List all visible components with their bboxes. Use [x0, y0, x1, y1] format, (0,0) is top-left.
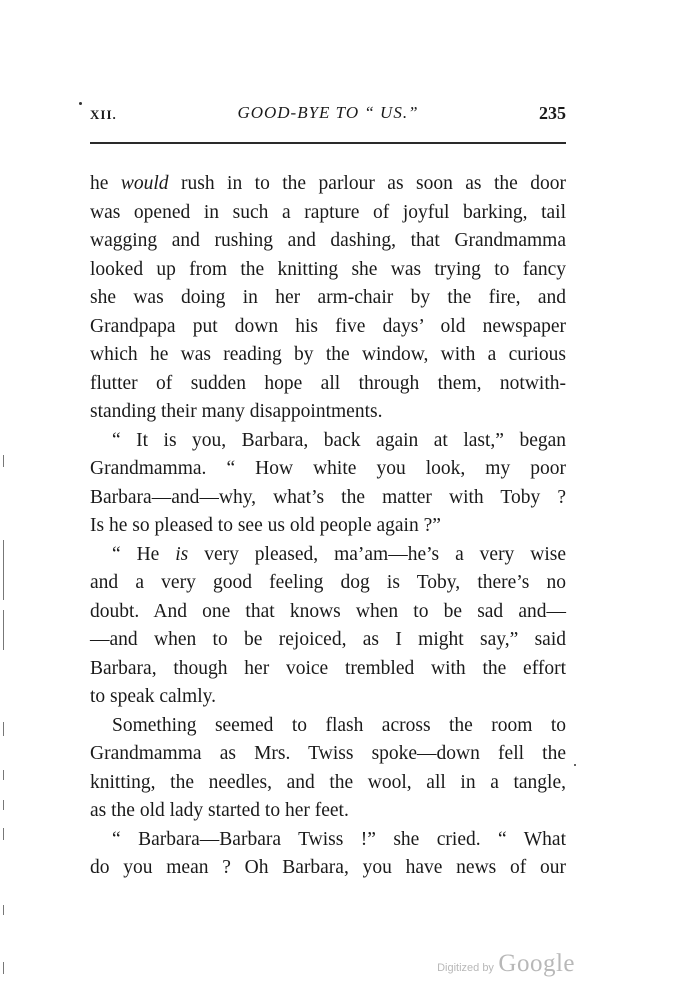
watermark-prefix: Digitized by [437, 962, 494, 974]
text-line: was opened in such a rapture of joyful barking, tail [90, 201, 566, 223]
text-line: doubt. And one that knows when to be sad and— [90, 600, 566, 622]
text-line: Is he so pleased to see us old people again ?” [90, 515, 441, 536]
scan-mark [3, 800, 4, 810]
text-line: flutter of sudden hope all through them, notwith- [90, 372, 566, 394]
page-number: 235 [539, 103, 566, 123]
text-line: Something seemed to flash across the room to [112, 714, 566, 736]
text-line: “ He is very pleased, ma’am—he’s a very wise [112, 543, 566, 565]
scan-mark [3, 828, 4, 840]
scan-speck [574, 764, 576, 766]
emphasis: would [120, 173, 169, 194]
scan-mark [3, 962, 4, 974]
text-line: and a very good feeling dog is Toby, there’s no [90, 572, 566, 593]
text-line: Grandmamma. “ How white you look, my poor [90, 458, 566, 479]
text-line: Grandmamma as Mrs. Twiss spoke—down fell the [90, 743, 566, 764]
text-line: do you mean ? Oh Barbara, you have news of our [90, 857, 566, 878]
scan-mark [3, 770, 4, 780]
scan-mark [3, 540, 4, 600]
body-text [90, 170, 566, 883]
scan-mark [3, 610, 4, 650]
scan-mark [3, 455, 4, 467]
text-line: she was doing in her arm-chair by the fire, and [90, 287, 566, 308]
text-line: Barbara, though her voice trembled with the effort [90, 657, 566, 679]
text-line: as the old lady started to her feet. [90, 800, 349, 821]
text-line: to speak calmly. [90, 686, 216, 707]
text-line: knitting, the needles, and the wool, all in a tangle, [90, 771, 566, 793]
running-title: GOOD-BYE TO “ US.” [237, 103, 419, 122]
scan-mark [3, 905, 4, 915]
digitized-watermark [437, 950, 575, 978]
emphasis: is [175, 543, 189, 565]
text-line: wagging and rushing and dashing, that Grandmamma [90, 230, 566, 251]
text-line: looked up from the knitting she was trying to fancy [90, 258, 566, 280]
text-line: —and when to be rejoiced, as I might say,” said [90, 629, 566, 650]
running-head [90, 103, 566, 131]
chapter-number: XII. [90, 107, 117, 122]
header-rule [90, 142, 566, 144]
text-line: he would rush in to the parlour as soon as the door [90, 173, 566, 194]
scan-speck [79, 102, 82, 105]
text-line: “ It is you, Barbara, back again at last,” began [112, 429, 566, 451]
text-line: which he was reading by the window, with a curious [90, 344, 566, 365]
text-line: standing their many disappointments. [90, 401, 383, 422]
text-line: Barbara—and—why, what’s the matter with Toby ? [90, 486, 566, 508]
watermark-brand: Google [498, 950, 575, 977]
scan-mark [3, 722, 4, 736]
text-line: “ Barbara—Barbara Twiss !” she cried. “ What [112, 828, 566, 850]
text-line: Grandpapa put down his five days’ old newspaper [90, 315, 566, 337]
